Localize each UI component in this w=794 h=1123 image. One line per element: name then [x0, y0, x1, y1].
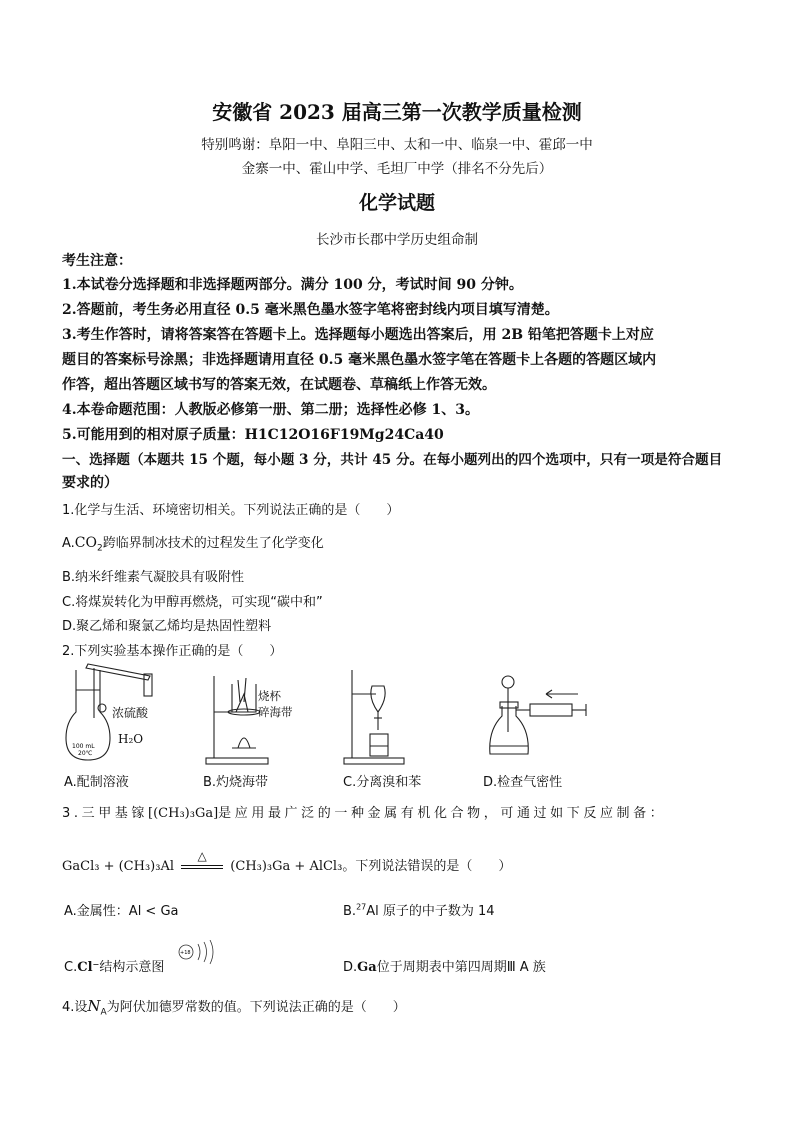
subject-title: 化学试题 [358, 192, 435, 214]
q4-stem: 4.设$N_A$为阿伏加德罗常数的值。下列说法正确的是（ ） [62, 997, 406, 1018]
notice-heading: 考生注意： [62, 253, 132, 269]
q1-option-d: D.聚乙烯和聚氯乙烯均是热固性塑料 [62, 619, 272, 634]
q2-option-a: A.配制溶液 [64, 775, 129, 790]
svg-text:100 mL: 100 mL [72, 743, 95, 750]
notice-item: 2.答题前，考生务必用直径 0.5 毫米黑色墨水签字笔将密封线内项目填写清楚。 [62, 302, 559, 318]
exam-maker: 长沙市长郡中学历史组命制 [316, 232, 478, 248]
fig-a-label-water: H₂O [118, 732, 144, 746]
q3-equation: GaCl₃ + (CH₃)₃Al △ (CH₃)₃Ga + AlCl₃。下列说法错误的是（ ） [62, 848, 512, 874]
fig-a-label-acid: 浓硫酸 [112, 706, 149, 720]
section-heading-line1: 一、选择题（本题共 15 个题，每小题 3 分，共计 45 分。在每小题列出的四个选项中，只有一项是符合题目 [62, 452, 723, 468]
q1-option-c: C.将煤炭转化为甲醇再燃烧，可实现“碳中和” [62, 595, 323, 610]
exam-title: 安徽省 2023 届高三第一次教学质量检测 [212, 100, 582, 124]
notice-item: 作答，超出答题区域书写的答案无效，在试题卷、草稿纸上作答无效。 [62, 377, 496, 393]
q1-option-b: B.纳米纤维素气凝胶具有吸附性 [62, 570, 245, 585]
section-heading-line2: 要求的） [62, 475, 118, 491]
q1-option-a: $A.CO_2$跨临界制冰技术的过程发生了化学变化 [62, 535, 324, 554]
notice-item: 3.考生作答时，请将答案答在答题卡上。选择题每小题选出答案后，用 2B 铅笔把答题卡上对应 [62, 327, 654, 343]
notice-item: 1.本试卷分选择题和非选择题两部分。满分 100 分，考试时间 90 分钟。 [62, 277, 523, 293]
q1-stem: 1.化学与生活、环境密切相关。下列说法正确的是（ ） [62, 503, 400, 518]
q2-stem: 2.下列实验基本操作正确的是（ ） [62, 644, 283, 659]
q3-option-b: B.$^{27}$Al 原子的中子数为 14 [343, 902, 495, 919]
thanks-line-2: 金寨一中、霍山中学、毛坦厂中学（排名不分先后） [241, 161, 553, 177]
fig-b-label-seaweed: 碎海带 [258, 705, 293, 719]
fig-airtightness-check [486, 672, 590, 764]
notice-item: 题目的答案标号涂黑；非选择题请用直径 0.5 毫米黑色墨水签字笔在答题卡上各题的答题区域内 [62, 352, 657, 368]
q2-option-b: B.灼烧海带 [203, 775, 269, 790]
fig-chloride-ion-structure [176, 940, 222, 970]
svg-text:20℃: 20℃ [78, 750, 93, 757]
svg-text:+18: +18 [180, 950, 191, 956]
notice-item: 5.可能用到的相对原子质量：H1C12O16F19Mg24Ca40 [62, 427, 444, 443]
q3-stem: 3.三甲基镓[(CH₃)₃Ga]是应用最广泛的一种金属有机化合物，可通过如下反应制备： [62, 806, 667, 821]
q2-option-c: C.分离溴和苯 [343, 775, 422, 790]
q2-option-d: D.检查气密性 [483, 775, 563, 790]
fig-separatory-funnel [342, 668, 414, 768]
notice-item: 4.本卷命题范围：人教版必修第一册、第二册；选择性必修 1、3。 [62, 402, 479, 418]
thanks-line-1: 特别鸣谢：阜阳一中、阜阳三中、太和一中、临泉一中、霍邱一中 [201, 137, 593, 153]
q3-option-a: A.金属性：Al < Ga [64, 904, 179, 919]
q3-option-c: C.Cl⁻结构示意图 [64, 960, 165, 975]
fig-b-label-beaker: 烧杯 [258, 689, 281, 703]
q3-option-d: D.Ga位于周期表中第四周期Ⅲ A 族 [343, 960, 546, 975]
